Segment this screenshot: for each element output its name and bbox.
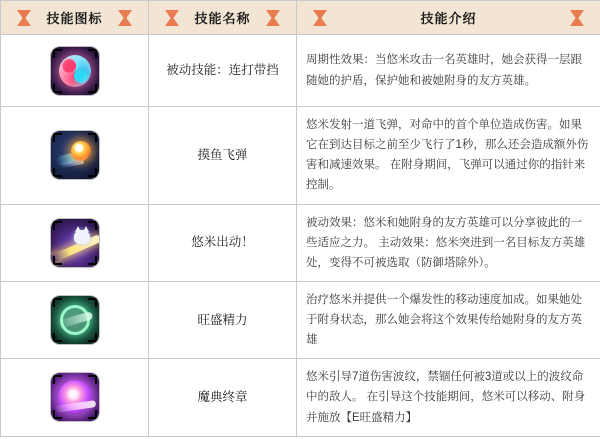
r-final-chapter-icon [51, 373, 99, 421]
skill-name: 摸鱼飞弹 [149, 107, 297, 205]
corner-frame-icon [88, 298, 97, 307]
corner-frame-icon [88, 133, 97, 142]
skill-name: 旺盛精力 [149, 281, 297, 358]
skill-icon-cell [1, 35, 149, 107]
corner-frame-icon [88, 168, 97, 177]
cat-figure-shape [74, 230, 90, 244]
q-fish-missile-icon [51, 131, 99, 179]
skill-icon-cell [1, 359, 149, 436]
skill-description: 悠米引导7道伤害波纹，禁锢任何被3道或以上的波纹命中的敌人。 在引导这个技能期间，悠米可以移动、附身并施放【E旺盛精力】 [297, 359, 600, 436]
table-row [1, 204, 600, 281]
skill-description: 治疗悠米并提供一个爆发性的移动速度加成。如果她处于附身状态，那么她会将这个效果传给她附身的友方英雄 [297, 281, 600, 358]
e-heal-shield-icon [51, 296, 99, 344]
skill-description: 悠米发射一道飞弹，对命中的首个单位造成伤害。如果它在到达目标之前至少飞行了1秒，那么还会造成额外伤害和减速效果。 在附身期间，飞弹可以通过你的指针来控制。 [297, 107, 600, 205]
table-row [1, 281, 600, 358]
corner-frame-icon [88, 256, 97, 265]
skill-name: 魔典终章 [149, 359, 297, 436]
column-header-icon-label: 技能图标 [46, 11, 103, 26]
table-header-row [1, 1, 600, 35]
corner-frame-icon [53, 84, 62, 93]
passive-swirl-icon [51, 47, 99, 95]
corner-frame-icon [53, 133, 62, 142]
corner-frame-icon [88, 410, 97, 419]
corner-frame-icon [88, 221, 97, 230]
skill-description: 被动效果：悠米和她附身的友方英雄可以分享彼此的一些适应之力。 主动效果：悠米突进到一名目标友方英雄处，变得不可被选取（防御塔除外）。 [297, 204, 600, 281]
corner-frame-icon [88, 333, 97, 342]
swirl-shape [59, 55, 91, 87]
column-header-icon [1, 1, 149, 35]
table-body [1, 35, 600, 437]
skill-icon-cell [1, 281, 149, 358]
skill-name: 被动技能：连打带挡 [149, 35, 297, 107]
corner-frame-icon [53, 221, 62, 230]
corner-frame-icon [88, 375, 97, 384]
corner-frame-icon [53, 168, 62, 177]
corner-frame-icon [53, 333, 62, 342]
corner-frame-icon [53, 298, 62, 307]
corner-frame-icon [88, 49, 97, 58]
skill-description: 周期性效果：当悠米攻击一名英雄时，她会获得一层跟随她的护盾，保护她和被她附身的友方英雄。 [297, 35, 600, 107]
column-header-name-label: 技能名称 [194, 11, 251, 26]
table-row [1, 107, 600, 205]
corner-frame-icon [88, 84, 97, 93]
table-row [1, 35, 600, 107]
missile-glow-shape [71, 141, 91, 161]
column-header-desc [297, 1, 600, 35]
skill-name: 悠米出动！ [149, 204, 297, 281]
skill-icon-cell [1, 107, 149, 205]
corner-frame-icon [53, 49, 62, 58]
table-header [1, 1, 600, 35]
column-header-desc-label: 技能介绍 [420, 11, 477, 26]
w-yuumi-dash-icon [51, 219, 99, 267]
corner-frame-icon [53, 375, 62, 384]
corner-frame-icon [53, 256, 62, 265]
table-row [1, 359, 600, 436]
column-header-name [149, 1, 297, 35]
corner-frame-icon [53, 410, 62, 419]
skill-icon-cell [1, 204, 149, 281]
